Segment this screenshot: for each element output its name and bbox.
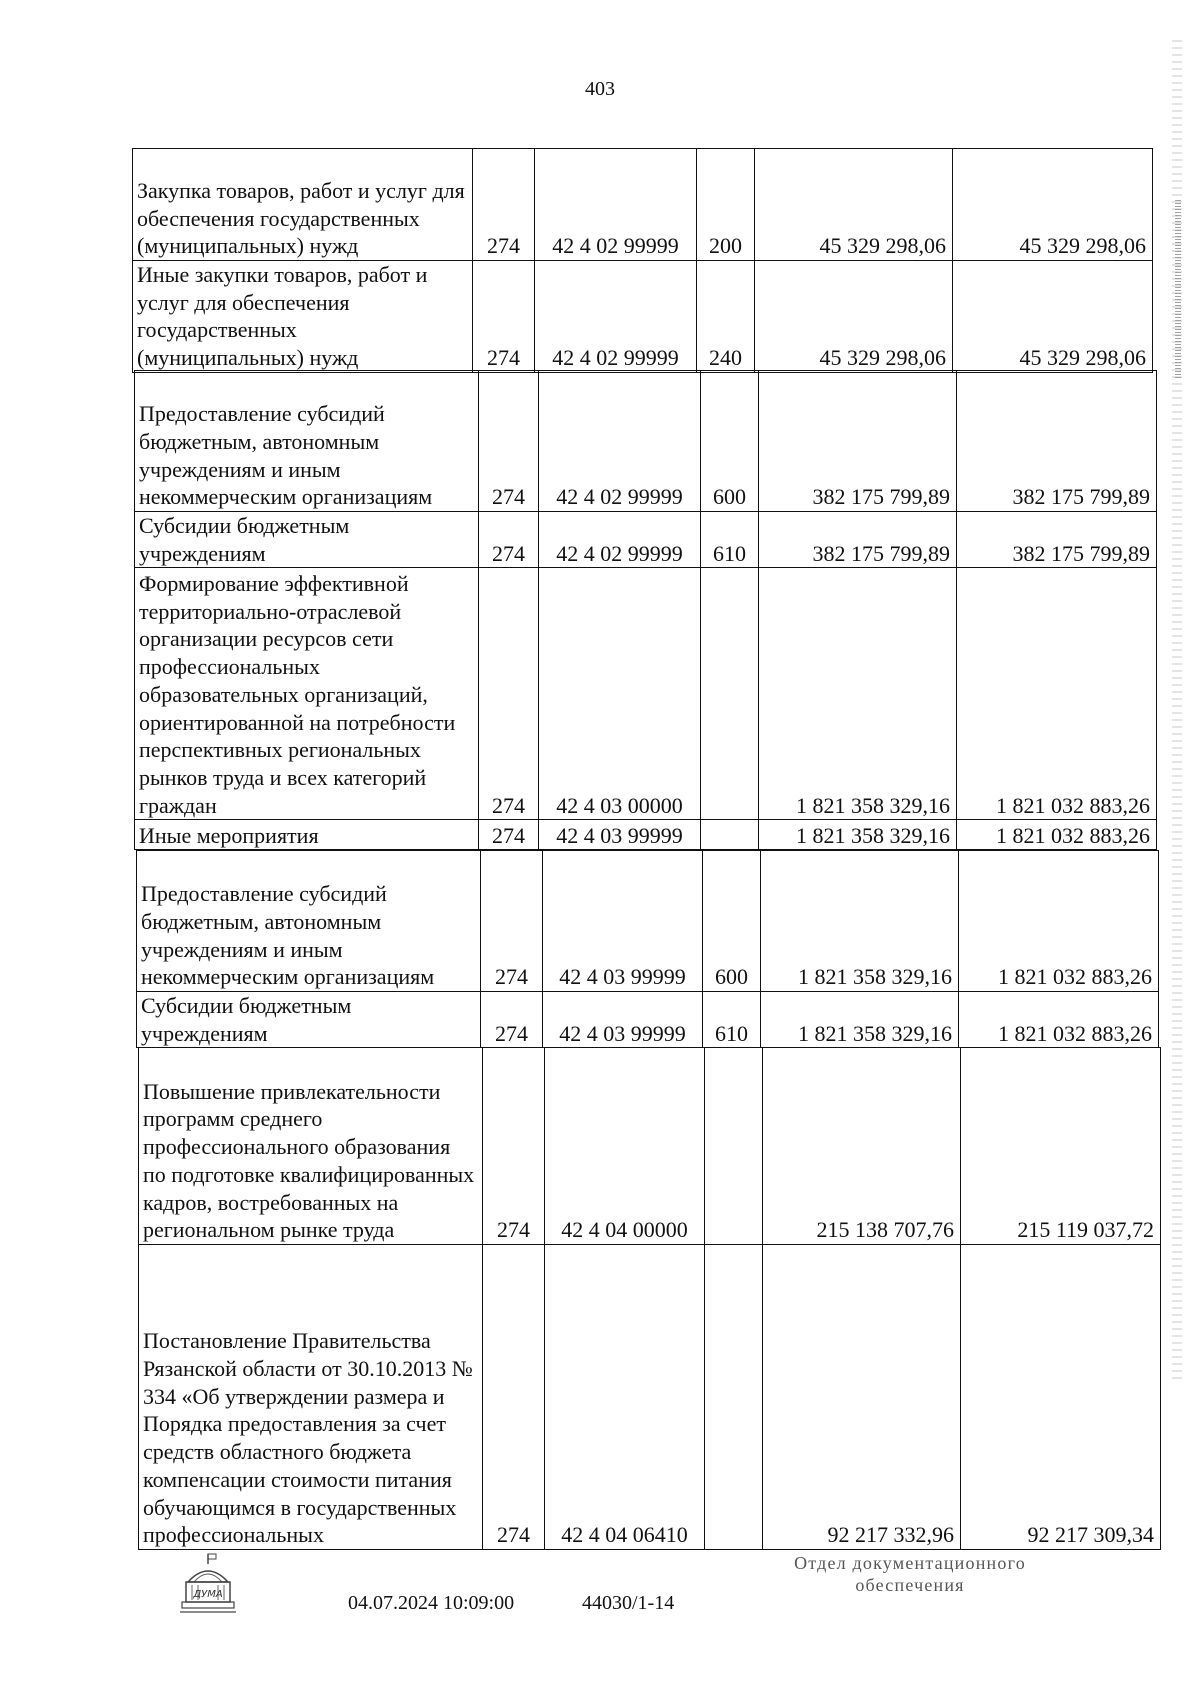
cell-sum1: 1 821 358 329,16 <box>759 820 957 850</box>
cell-sum1: 215 138 707,76 <box>763 1048 961 1245</box>
table-block <box>138 1047 1161 1550</box>
cell-ved: 274 <box>473 149 535 261</box>
cell-ved: 274 <box>473 261 535 373</box>
cell-vr <box>701 820 759 850</box>
cell-name: Повышение привлекательности программ среднего профессионального образования по подготовке квалифицированных кадров, востребованных на региональном рынке труда <box>139 1048 483 1245</box>
cell-sum1: 382 175 799,89 <box>759 512 957 568</box>
cell-vr: 200 <box>697 149 755 261</box>
cell-vr: 610 <box>703 992 761 1048</box>
cell-ved: 274 <box>481 851 543 992</box>
cell-name: Формирование эффективной территориально-отраслевой организации ресурсов сети профессиональных образовательных организаций, ориентированной на потребности перспективных региональных рынков труда и всех категорий граждан <box>135 568 479 820</box>
cell-ved: 274 <box>479 371 539 512</box>
table-row <box>139 1245 1161 1550</box>
table-row <box>133 261 1153 373</box>
cell-vr: 600 <box>703 851 761 992</box>
table-row <box>137 851 1159 992</box>
table-row <box>135 820 1157 850</box>
cell-name: Закупка товаров, работ и услуг для обеспечения государственных (муниципальных) нужд <box>133 149 473 261</box>
cell-sum2: 382 175 799,89 <box>957 512 1157 568</box>
table-row <box>135 512 1157 568</box>
cell-name: Предоставление субсидий бюджетным, автономным учреждениям и иным некоммерческим организациям <box>137 851 481 992</box>
table-block <box>134 370 1157 850</box>
cell-ved: 274 <box>479 512 539 568</box>
cell-sum2: 215 119 037,72 <box>961 1048 1161 1245</box>
cell-csr: 42 4 02 99999 <box>535 149 697 261</box>
cell-ved: 274 <box>483 1245 545 1550</box>
cell-name: Предоставление субсидий бюджетным, автономным учреждениям и иным некоммерческим организациям <box>135 371 479 512</box>
cell-sum1: 45 329 298,06 <box>755 261 953 373</box>
cell-sum2: 1 821 032 883,26 <box>959 992 1159 1048</box>
cell-vr: 600 <box>701 371 759 512</box>
cell-csr: 42 4 02 99999 <box>535 261 697 373</box>
cell-sum1: 92 217 332,96 <box>763 1245 961 1550</box>
cell-name: Субсидии бюджетным учреждениям <box>137 992 481 1048</box>
cell-sum2: 382 175 799,89 <box>957 371 1157 512</box>
cell-sum1: 1 821 358 329,16 <box>761 851 959 992</box>
cell-csr: 42 4 04 06410 <box>545 1245 705 1550</box>
cell-csr: 42 4 03 99999 <box>543 851 703 992</box>
cell-sum2: 1 821 032 883,26 <box>959 851 1159 992</box>
footer-datetime: 04.07.2024 10:09:00 <box>348 1592 515 1614</box>
cell-sum2: 92 217 309,34 <box>961 1245 1161 1550</box>
cell-csr: 42 4 02 99999 <box>539 512 701 568</box>
cell-sum2: 45 329 298,06 <box>953 261 1153 373</box>
cell-vr: 610 <box>701 512 759 568</box>
table-block <box>132 148 1153 373</box>
table-row <box>135 371 1157 512</box>
cell-sum1: 1 821 358 329,16 <box>759 568 957 820</box>
cell-ved: 274 <box>479 568 539 820</box>
page-number: 403 <box>585 78 615 100</box>
cell-vr: 240 <box>697 261 755 373</box>
cell-ved: 274 <box>479 820 539 850</box>
footer-doc-code: 44030/1-14 <box>582 1592 675 1614</box>
cell-ved: 274 <box>481 992 543 1048</box>
cell-name: Постановление Правительства Рязанской области от 30.10.2013 № 334 «Об утверждении размера и Порядка предоставления за счет средств областного бюджета компенсации стоимости питания обучающимся в государственных профессиональных <box>139 1245 483 1550</box>
cell-vr <box>705 1048 763 1245</box>
cell-sum2: 1 821 032 883,26 <box>957 568 1157 820</box>
cell-csr: 42 4 03 00000 <box>539 568 701 820</box>
footer-department-stamp: Отдел документационного обеспечения <box>794 1553 1026 1595</box>
table-row <box>137 992 1159 1048</box>
cell-sum2: 1 821 032 883,26 <box>957 820 1157 850</box>
cell-sum2: 45 329 298,06 <box>953 149 1153 261</box>
cell-sum1: 382 175 799,89 <box>759 371 957 512</box>
cell-name: Иные закупки товаров, работ и услуг для обеспечения государственных (муниципальных) нужд <box>133 261 473 373</box>
table-row <box>139 1048 1161 1245</box>
cell-csr: 42 4 04 00000 <box>545 1048 705 1245</box>
cell-csr: 42 4 03 99999 <box>543 992 703 1048</box>
cell-name: Субсидии бюджетным учреждениям <box>135 512 479 568</box>
seal-text: ДУМА <box>193 1589 223 1600</box>
cell-csr: 42 4 02 99999 <box>539 371 701 512</box>
cell-name: Иные мероприятия <box>135 820 479 850</box>
cell-sum1: 1 821 358 329,16 <box>761 992 959 1048</box>
cell-vr <box>705 1245 763 1550</box>
cell-csr: 42 4 03 99999 <box>539 820 701 850</box>
table-row <box>133 149 1153 261</box>
cell-vr <box>701 568 759 820</box>
table-row <box>135 568 1157 820</box>
cell-sum1: 45 329 298,06 <box>755 149 953 261</box>
cell-ved: 274 <box>483 1048 545 1245</box>
table-block <box>136 850 1159 1048</box>
duma-seal-icon <box>176 1552 240 1616</box>
